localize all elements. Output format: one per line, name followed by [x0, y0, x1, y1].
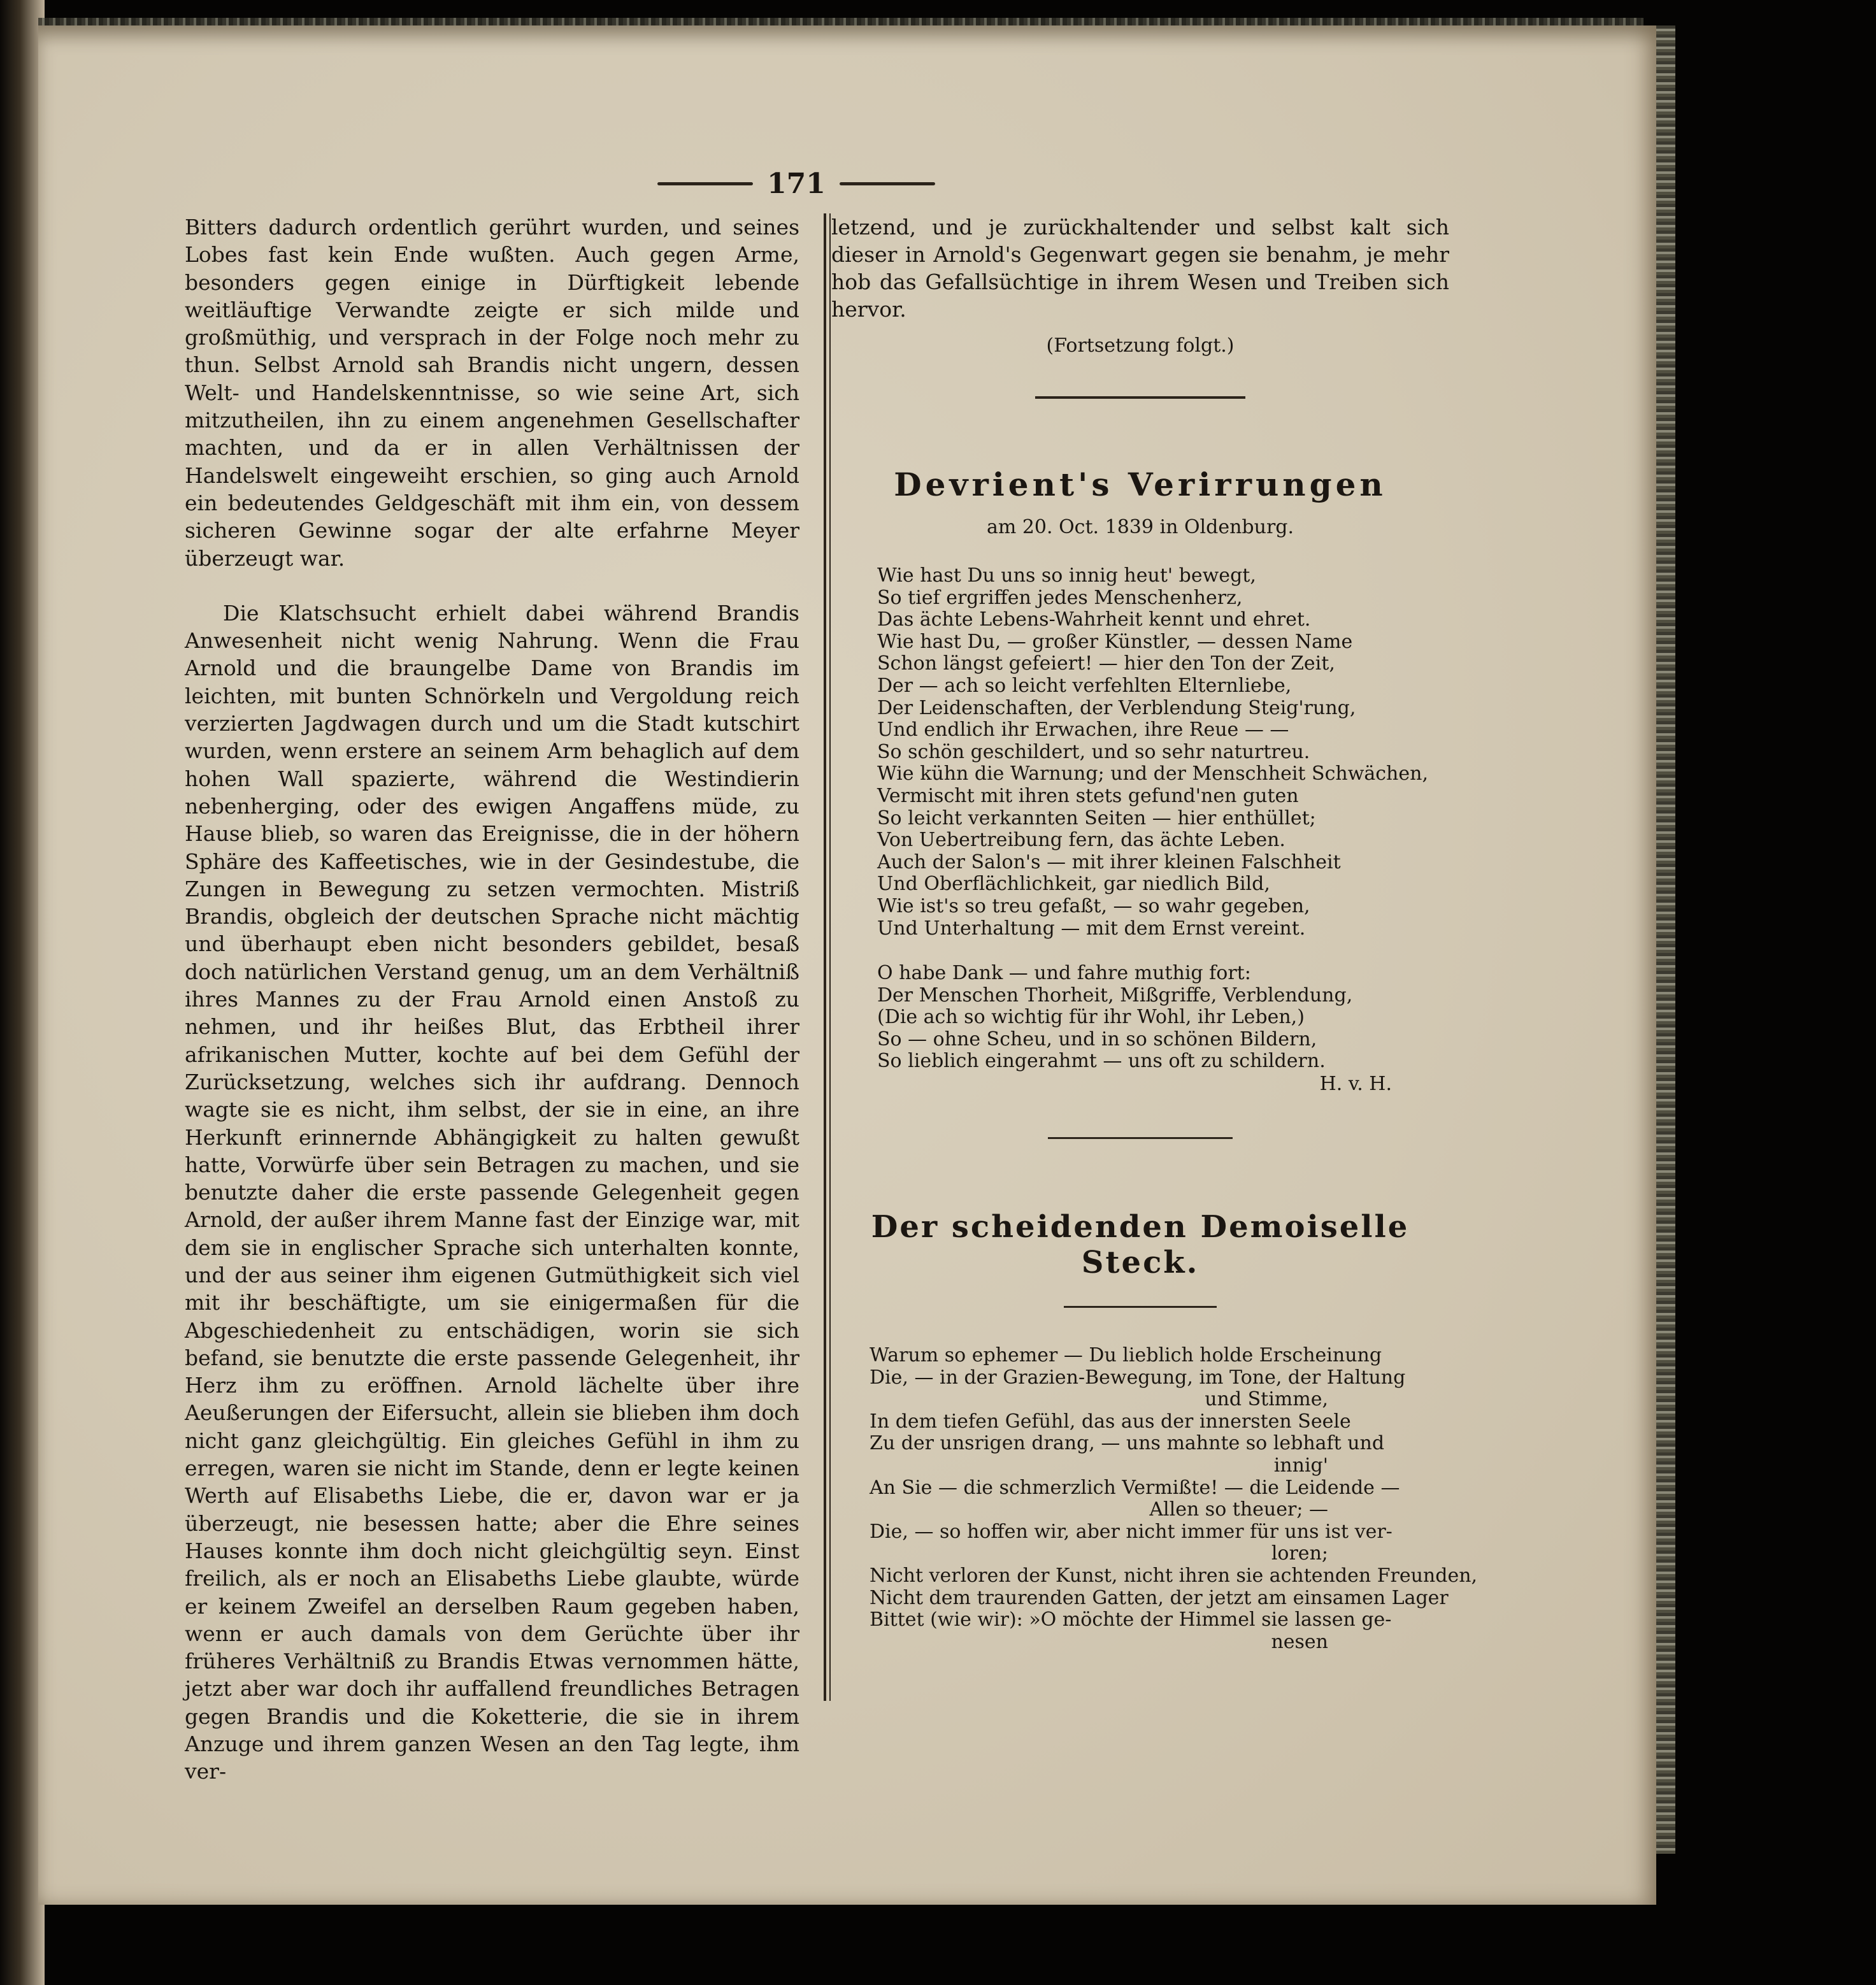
section-divider-1 [1035, 396, 1245, 399]
header-rule-left [657, 182, 753, 185]
poem-line: Die, — so hoffen wir, aber nicht immer für uns ist ver- [870, 1520, 1393, 1543]
section-divider-3 [1064, 1306, 1217, 1308]
poem-line: Von Uebertreibung fern, das ächte Leben. [877, 829, 1285, 852]
poem-line: Wie hast Du uns so innig heut' bewegt, [877, 564, 1256, 587]
poem-line: Wie ist's so treu gefaßt, — so wahr gegeben, [877, 894, 1310, 917]
poem-line: Schon längst gefeiert! — hier den Ton der Zeit, [877, 652, 1335, 675]
poem-line: Das ächte Lebens-Wahrheit kennt und ehret. [877, 608, 1311, 631]
poem-2-title: Der scheidenden Demoiselle Steck. [871, 1209, 1410, 1281]
poem-line: Der Menschen Thorheit, Mißgriffe, Verblendung, [877, 984, 1353, 1007]
poem-line: Der — ach so leicht verfehlten Elternliebe, [877, 674, 1292, 697]
poem-line: Zu der unsrigen drang, — uns mahnte so lebhaft und [870, 1432, 1385, 1455]
poem-line: und Stimme, [1205, 1388, 1328, 1411]
poem-line: An Sie — die schmerzlich Vermißte! — die Leidende — [870, 1476, 1400, 1499]
page-number-header [656, 164, 936, 203]
header-rule-right [840, 182, 935, 185]
to-be-continued-note: (Fortsetzung folgt.) [1046, 334, 1235, 357]
poem-line: So lieblich eingerahmt — uns oft zu schildern. [877, 1050, 1326, 1073]
poem-line: So tief ergriffen jedes Menschenherz, [877, 586, 1243, 609]
left-column [185, 213, 799, 1784]
poem-line: Warum so ephemer — Du lieblich holde Erscheinung [870, 1344, 1382, 1367]
poem-line: loren; [1271, 1542, 1328, 1565]
poem-line: In dem tiefen Gefühl, das aus der innersten Seele [870, 1410, 1351, 1433]
story-continuation: letzend, und je zurückhaltender und selbst kalt sich dieser in Arnold's Gegenwart gegen sie benahm, je mehr hob das Gefallsüchtige in ihrem Wesen und Treiben sich hervor. [831, 215, 1449, 322]
poem-line: Wie hast Du, — großer Künstler, — dessen Name [877, 630, 1353, 653]
poem-1-title: Devrient's Verirrungen [894, 466, 1387, 503]
poem-1-stanza-1 [831, 565, 1449, 940]
poem-line: So schön geschildert, und so sehr naturtreu. [877, 740, 1310, 763]
poem-line: Die, — in der Grazien-Bewegung, im Tone, der Haltung [870, 1366, 1406, 1389]
poem-1-subtitle: am 20. Oct. 1839 in Oldenburg. [986, 516, 1294, 538]
poem-line: (Die ach so wichtig für ihr Wohl, ihr Leben,) [877, 1006, 1305, 1029]
right-column [831, 213, 1478, 1653]
poem-line: Nicht dem traurenden Gatten, der jetzt am einsamen Lager [870, 1586, 1449, 1609]
left-paragraph-2: Die Klatschsucht erhielt dabei während Brandis Anwesenheit nicht wenig Nahrung. Wenn die Frau Arnold und die braungelbe Dame von Brandis im leichten, mit bunten Schnörkeln und Vergoldung reich verzierten Jagdwagen durch und um die Stadt kutschirt wurden, wenn erstere an seinem Arm behaglich auf dem hohen Wall spazierte, während die Westindierin nebenherging, oder des ewigen Angaffens müde, zu Hause blieb, so waren das Ereignisse, die in der höhern Sphäre des Kaffeetisches, wie in der Gesindestube, die Zungen in Bewegung zu setzen vermochten. Mistriß Brandis, obgleich der deutschen Sprache nicht mächtig und überhaupt eben nicht besonders gebildet, besaß doch natürlichen Verstand genug, um an dem Verhältniß ihres Mannes zu der Frau Arnold einen Anstoß zu nehmen, und ihr heißes Blut, das Erbtheil ihrer afrikanischen Mutter, kochte auf bei dem Gefühl der Zurücksetzung, welches sich ihr aufdrang. Dennoch wagte sie es nicht, ihm selbst, der sie in eine, an ihre Herkunft erinnernde Abhängigkeit zu halten gewußt hatte, Vorwürfe über sein Betragen zu machen, und sie benutzte daher die erste passende Gelegenheit gegen Arnold, der außer ihrem Manne fast der Einzige war, mit dem sie in englischer Sprache sich unterhalten konnte, und der aus seiner ihm eigenen Gutmüthigkeit sich viel mit ihr beschäftigte, um sie einigermaßen für die Abgeschiedenheit zu entschädigen, worin sie sich befand, sie benutzte die erste passende Gelegenheit, ihr Herz ihm zu eröffnen. Arnold lächelte über ihre Aeußerungen der Eifersucht, allein sie blieben ihm doch nicht ganz gleichgültig. Ein gleiches Gefühl in ihm zu erregen, waren sie nicht im Stande, denn er legte keinen Werth auf Elisabeths Liebe, die er, davon war er ja überzeugt, nie besessen hatte; aber die Ehre seines Hauses konnte ihm doch nicht gleichgültig seyn. Einst freilich, als er noch an Elisabeths Liebe glaubte, würde er keinem Zweifel an derselben Raum gegeben haben, wenn er auch damals von dem Gerüchte über ihr früheres Verhältniß zu Brandis Etwas vernommen hätte, jetzt aber war doch ihr auffallend freundliches Betragen gegen Brandis und die Koketterie, die sie in ihrem Anzuge und ihrem ganzen Wesen an den Tag legte, ihm ver- [185, 600, 799, 1784]
poem-line: Auch der Salon's — mit ihrer kleinen Falschheit [877, 850, 1341, 873]
poem-line: nesen [1271, 1630, 1328, 1653]
poem-line: Bittet (wie wir): »O möchte der Himmel sie lassen ge- [870, 1609, 1392, 1631]
poem-2-body [831, 1344, 1478, 1653]
poem-line: Und Oberflächlichkeit, gar niedlich Bild, [877, 873, 1270, 896]
poem-line: So leicht verkannten Seiten — hier enthüllet; [877, 806, 1316, 829]
poem-line: Und Unterhaltung — mit dem Ernst vereint. [877, 917, 1306, 940]
poem-1-signature: H. v. H. [1319, 1073, 1392, 1096]
left-paragraph-1: Bitters dadurch ordentlich gerührt wurden, und seines Lobes fast kein Ende wußten. Auch gegen Arme, besonders gegen einige in Dürftigkeit lebende weitläuftige Verwandte zeigte er sich milde und großmüthig, und versprach in der Folge noch mehr zu thun. Selbst Arnold sah Brandis nicht ungern, dessen Welt- und Handelskenntnisse, so wie seine Art, sich mitzutheilen, ihn zu einem angenehmen Gesellschafter machten, und da er in allen Verhältnissen der Handelswelt eingeweiht erschien, so ging auch Arnold ein bedeutendes Geldgeschäft mit ihm ein, von dessem sicheren Gewinne sogar der alte erfahrne Meyer überzeugt war. [185, 215, 799, 571]
poem-line: Allen so theuer; — [1149, 1498, 1328, 1521]
poem-line: Und endlich ihr Erwachen, ihre Reue — — [877, 719, 1289, 742]
poem-line: Vermischt mit ihren stets gefund'nen guten [877, 784, 1299, 807]
section-divider-2 [1048, 1137, 1233, 1139]
column-divider [824, 213, 826, 1701]
poem-line: Nicht verloren der Kunst, nicht ihren sie achtenden Freunden, [870, 1565, 1478, 1587]
poem-line: So — ohne Scheu, und in so schönen Bildern, [877, 1028, 1317, 1050]
poem-line: Der Leidenschaften, der Verblendung Steig'rung, [877, 696, 1356, 719]
poem-line: O habe Dank — und fahre muthig fort: [877, 962, 1251, 985]
column-divider-thin [829, 213, 831, 1701]
poem-line: innig' [1273, 1454, 1328, 1477]
poem-line: Wie kühn die Warnung; und der Menschheit Schwächen, [877, 763, 1428, 785]
poem-1-stanza-2 [831, 963, 1449, 1073]
page-number: 171 [767, 167, 826, 200]
